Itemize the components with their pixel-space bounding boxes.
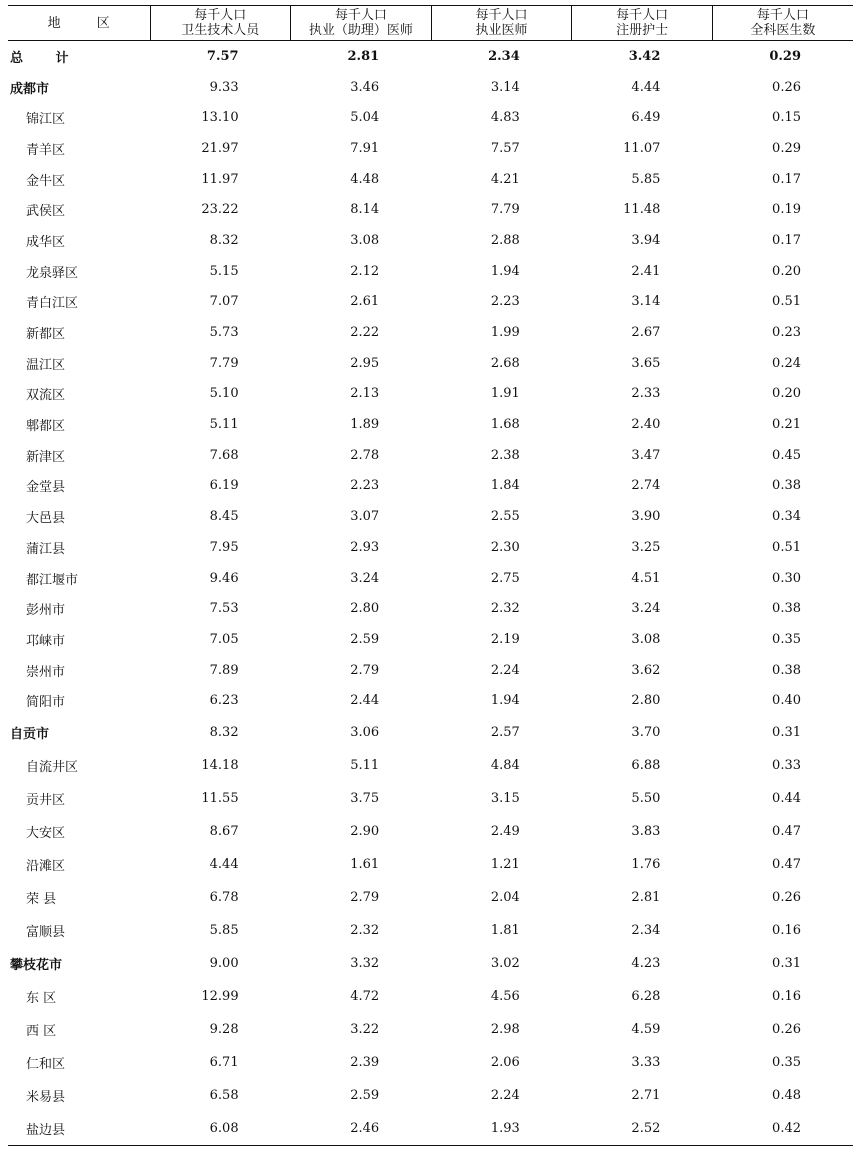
assistant-physicians-value: 2.81 bbox=[347, 48, 380, 64]
assistant-physicians-value: 2.46 bbox=[291, 1112, 432, 1146]
nurses-value: 3.94 bbox=[631, 232, 661, 248]
health-workforce-table bbox=[8, 5, 853, 1146]
health-technicians-value: 6.78 bbox=[209, 890, 239, 906]
health-technicians-value: 6.58 bbox=[209, 1087, 239, 1103]
physicians-value: 1.93 bbox=[431, 1112, 572, 1146]
assistant-physicians-value: 2.39 bbox=[350, 1054, 380, 1070]
physicians-value: 2.57 bbox=[490, 725, 520, 741]
physicians-value: 4.21 bbox=[490, 171, 520, 187]
assistant-physicians-value: 2.93 bbox=[350, 539, 380, 555]
general-practitioners-value: 0.44 bbox=[772, 791, 801, 807]
general-practitioners-value: 0.40 bbox=[772, 693, 801, 709]
physicians-value: 1.21 bbox=[490, 857, 520, 873]
assistant-physicians-value: 2.79 bbox=[350, 662, 380, 678]
general-practitioners-value: 0.20 bbox=[772, 386, 801, 402]
assistant-physicians-value: 2.79 bbox=[350, 890, 380, 906]
physicians-value: 7.57 bbox=[490, 140, 520, 156]
table-row bbox=[8, 1079, 853, 1112]
table-header bbox=[8, 6, 853, 41]
nurses-value: 2.67 bbox=[631, 325, 661, 341]
nurses-value: 3.70 bbox=[631, 725, 661, 741]
region-name: 荣 县 bbox=[26, 892, 57, 908]
nurses-value: 3.08 bbox=[631, 631, 661, 647]
nurses-value: 2.40 bbox=[631, 417, 661, 433]
table-body bbox=[8, 41, 853, 1146]
health-technicians-value: 7.89 bbox=[209, 662, 239, 678]
header-line: 每千人口 bbox=[475, 8, 528, 23]
table-row bbox=[8, 409, 853, 440]
general-practitioners-value: 0.34 bbox=[772, 509, 801, 525]
table-row bbox=[8, 1112, 853, 1146]
general-practitioners-value: 0.29 bbox=[772, 140, 801, 156]
region-name: 龙泉驿区 bbox=[26, 265, 79, 281]
assistant-physicians-value: 3.07 bbox=[350, 509, 380, 525]
health-technicians-value: 7.57 bbox=[206, 48, 239, 64]
health-technicians-value: 7.53 bbox=[209, 601, 239, 617]
general-practitioners-value: 0.20 bbox=[772, 263, 801, 279]
header-registered-nurses bbox=[572, 6, 713, 41]
general-practitioners-value: 0.38 bbox=[772, 662, 801, 678]
assistant-physicians-value: 3.24 bbox=[350, 570, 380, 586]
header-licensed-assistant-physicians bbox=[291, 6, 432, 41]
health-technicians-value: 6.19 bbox=[209, 478, 239, 494]
nurses-value: 3.90 bbox=[631, 509, 661, 525]
header-line: 注册护士 bbox=[616, 23, 669, 38]
table-row bbox=[8, 881, 853, 914]
region-name: 富顺县 bbox=[26, 925, 66, 941]
health-technicians-value: 7.95 bbox=[209, 539, 239, 555]
health-technicians-value: 6.08 bbox=[150, 1112, 291, 1146]
health-technicians-value: 14.18 bbox=[201, 758, 239, 774]
header-line: 每千人口 bbox=[194, 8, 247, 23]
table-row bbox=[8, 501, 853, 532]
nurses-value: 5.50 bbox=[631, 791, 661, 807]
header-region: 地 区 bbox=[8, 6, 150, 41]
general-practitioners-value: 0.45 bbox=[772, 447, 801, 463]
physicians-value: 2.24 bbox=[490, 662, 520, 678]
nurses-value: 3.62 bbox=[631, 662, 661, 678]
general-practitioners-value: 0.31 bbox=[772, 725, 801, 741]
assistant-physicians-value: 7.91 bbox=[350, 140, 380, 156]
general-practitioners-value: 0.21 bbox=[772, 417, 801, 433]
physicians-value: 2.34 bbox=[488, 48, 520, 64]
assistant-physicians-value: 2.13 bbox=[350, 386, 380, 402]
physicians-value: 2.23 bbox=[490, 294, 520, 310]
general-practitioners-value: 0.38 bbox=[772, 478, 801, 494]
health-technicians-value: 7.05 bbox=[209, 631, 239, 647]
health-technicians-value: 9.00 bbox=[209, 955, 239, 971]
physicians-value: 3.02 bbox=[490, 955, 520, 971]
health-technicians-value: 12.99 bbox=[201, 988, 239, 1004]
health-technicians-value: 5.10 bbox=[209, 386, 239, 402]
region-name: 西 区 bbox=[26, 1023, 57, 1039]
header-row bbox=[8, 6, 853, 41]
physicians-value: 1.81 bbox=[490, 923, 520, 939]
assistant-physicians-value: 2.44 bbox=[350, 693, 380, 709]
physicians-value: 2.55 bbox=[490, 509, 520, 525]
physicians-value: 2.38 bbox=[490, 447, 520, 463]
table-row bbox=[8, 471, 853, 502]
health-technicians-value: 5.11 bbox=[209, 417, 239, 433]
general-practitioners-value: 0.24 bbox=[772, 355, 801, 371]
region-name: 邛崃市 bbox=[26, 633, 66, 649]
city-row bbox=[8, 72, 853, 103]
general-practitioners-value: 0.16 bbox=[772, 988, 801, 1004]
health-technicians-value: 5.73 bbox=[209, 325, 239, 341]
table-row bbox=[8, 914, 853, 947]
physicians-value: 2.75 bbox=[490, 570, 520, 586]
table-row bbox=[8, 1046, 853, 1079]
health-technicians-value: 9.33 bbox=[209, 79, 239, 95]
nurses-value: 2.41 bbox=[631, 263, 661, 279]
table-row bbox=[8, 194, 853, 225]
nurses-value: 3.47 bbox=[631, 447, 661, 463]
physicians-value: 2.06 bbox=[490, 1054, 520, 1070]
general-practitioners-value: 0.42 bbox=[712, 1112, 853, 1146]
physicians-value: 1.68 bbox=[490, 417, 520, 433]
physicians-value: 2.49 bbox=[490, 824, 520, 840]
assistant-physicians-value: 2.12 bbox=[350, 263, 380, 279]
physicians-value: 2.68 bbox=[490, 355, 520, 371]
header-line: 全科医生数 bbox=[750, 23, 816, 38]
table-row bbox=[8, 624, 853, 655]
table-row bbox=[8, 256, 853, 287]
general-practitioners-value: 0.51 bbox=[772, 539, 801, 555]
table-row bbox=[8, 133, 853, 164]
nurses-value: 2.81 bbox=[631, 890, 661, 906]
health-technicians-value: 9.46 bbox=[209, 570, 239, 586]
region-name: 锦江区 bbox=[26, 112, 66, 128]
general-practitioners-value: 0.17 bbox=[772, 171, 801, 187]
nurses-value: 4.51 bbox=[631, 570, 661, 586]
region-name: 双流区 bbox=[26, 388, 66, 404]
header-health-technicians bbox=[150, 6, 291, 41]
health-technicians-value: 7.68 bbox=[209, 447, 239, 463]
assistant-physicians-value: 2.90 bbox=[350, 824, 380, 840]
general-practitioners-value: 0.26 bbox=[772, 79, 801, 95]
assistant-physicians-value: 2.59 bbox=[350, 631, 380, 647]
general-practitioners-value: 0.35 bbox=[772, 1054, 801, 1070]
nurses-value: 3.65 bbox=[631, 355, 661, 371]
nurses-value: 1.76 bbox=[631, 857, 661, 873]
health-technicians-value: 23.22 bbox=[201, 202, 239, 218]
general-practitioners-value: 0.16 bbox=[772, 923, 801, 939]
assistant-physicians-value: 2.59 bbox=[350, 1087, 380, 1103]
header-licensed-physicians bbox=[431, 6, 572, 41]
header-line: 每千人口 bbox=[756, 8, 809, 23]
table-row bbox=[8, 848, 853, 881]
assistant-physicians-value: 5.11 bbox=[350, 758, 380, 774]
region-name: 东 区 bbox=[26, 990, 57, 1006]
nurses-value: 5.85 bbox=[631, 171, 661, 187]
physicians-value: 4.56 bbox=[490, 988, 520, 1004]
health-technicians-value: 11.55 bbox=[201, 791, 239, 807]
physicians-value: 1.94 bbox=[490, 263, 520, 279]
assistant-physicians-value: 2.78 bbox=[350, 447, 380, 463]
general-practitioners-value: 0.23 bbox=[772, 325, 801, 341]
health-technicians-value: 11.97 bbox=[201, 171, 239, 187]
table-row bbox=[8, 655, 853, 686]
assistant-physicians-value: 1.89 bbox=[350, 417, 380, 433]
assistant-physicians-value: 2.32 bbox=[350, 923, 380, 939]
physicians-value: 7.79 bbox=[490, 202, 520, 218]
physicians-value: 3.14 bbox=[490, 79, 520, 95]
table-row bbox=[8, 563, 853, 594]
physicians-value: 2.24 bbox=[490, 1087, 520, 1103]
region-name: 彭州市 bbox=[26, 603, 66, 619]
assistant-physicians-value: 8.14 bbox=[350, 202, 380, 218]
health-technicians-value: 4.44 bbox=[209, 857, 239, 873]
general-practitioners-value: 0.31 bbox=[772, 955, 801, 971]
health-technicians-value: 6.71 bbox=[209, 1054, 239, 1070]
general-practitioners-value: 0.48 bbox=[772, 1087, 801, 1103]
region-name: 蒲江县 bbox=[26, 541, 66, 557]
health-technicians-value: 8.32 bbox=[209, 232, 239, 248]
assistant-physicians-value: 3.75 bbox=[350, 791, 380, 807]
nurses-value: 3.14 bbox=[631, 294, 661, 310]
assistant-physicians-value: 2.22 bbox=[350, 325, 380, 341]
nurses-value: 6.88 bbox=[631, 758, 661, 774]
assistant-physicians-value: 2.95 bbox=[350, 355, 380, 371]
header-line: 执业（助理）医师 bbox=[308, 23, 413, 38]
header-general-practitioners bbox=[712, 6, 853, 41]
region-name: 金牛区 bbox=[26, 173, 66, 189]
region-name: 米易县 bbox=[26, 1089, 66, 1105]
nurses-value: 2.52 bbox=[572, 1112, 713, 1146]
health-technicians-value: 5.15 bbox=[209, 263, 239, 279]
assistant-physicians-value: 4.72 bbox=[350, 988, 380, 1004]
assistant-physicians-value: 3.08 bbox=[350, 232, 380, 248]
table-row bbox=[8, 593, 853, 624]
general-practitioners-value: 0.26 bbox=[772, 1021, 801, 1037]
nurses-value: 11.07 bbox=[623, 140, 661, 156]
region-name: 成都市 bbox=[10, 81, 50, 97]
health-technicians-value: 8.45 bbox=[209, 509, 239, 525]
region-name: 青羊区 bbox=[26, 142, 66, 158]
nurses-value: 6.28 bbox=[631, 988, 661, 1004]
header-line: 卫生技术人员 bbox=[181, 23, 260, 38]
physicians-value: 1.94 bbox=[490, 693, 520, 709]
nurses-value: 4.23 bbox=[631, 955, 661, 971]
physicians-value: 2.19 bbox=[490, 631, 520, 647]
header-line: 每千人口 bbox=[616, 8, 669, 23]
region-name: 简阳市 bbox=[26, 695, 66, 711]
nurses-value: 3.33 bbox=[631, 1054, 661, 1070]
health-technicians-value: 9.28 bbox=[209, 1021, 239, 1037]
general-practitioners-value: 0.47 bbox=[772, 857, 801, 873]
physicians-value: 2.04 bbox=[490, 890, 520, 906]
region-name: 温江区 bbox=[26, 357, 66, 373]
header-line: 每千人口 bbox=[334, 8, 387, 23]
table-row bbox=[8, 685, 853, 716]
region-name: 金堂县 bbox=[26, 480, 66, 496]
physicians-value: 4.84 bbox=[490, 758, 520, 774]
general-practitioners-value: 0.47 bbox=[772, 824, 801, 840]
nurses-value: 2.33 bbox=[631, 386, 661, 402]
general-practitioners-value: 0.38 bbox=[772, 601, 801, 617]
table-row bbox=[8, 749, 853, 782]
health-technicians-value: 7.07 bbox=[209, 294, 239, 310]
city-row bbox=[8, 716, 853, 749]
nurses-value: 2.74 bbox=[631, 478, 661, 494]
assistant-physicians-value: 5.04 bbox=[350, 110, 380, 126]
table-row bbox=[8, 379, 853, 410]
nurses-value: 3.24 bbox=[631, 601, 661, 617]
nurses-value: 4.59 bbox=[631, 1021, 661, 1037]
region-name: 攀枝花市 bbox=[10, 957, 63, 973]
general-practitioners-value: 0.51 bbox=[772, 294, 801, 310]
statistics-table-container bbox=[8, 5, 853, 1146]
assistant-physicians-value: 3.22 bbox=[350, 1021, 380, 1037]
region-name: 大邑县 bbox=[26, 511, 66, 527]
assistant-physicians-value: 2.61 bbox=[350, 294, 380, 310]
assistant-physicians-value: 4.48 bbox=[350, 171, 380, 187]
physicians-value: 2.88 bbox=[490, 232, 520, 248]
nurses-value: 2.80 bbox=[631, 693, 661, 709]
nurses-value: 6.49 bbox=[631, 110, 661, 126]
assistant-physicians-value: 2.80 bbox=[350, 601, 380, 617]
table-row bbox=[8, 440, 853, 471]
physicians-value: 2.30 bbox=[490, 539, 520, 555]
general-practitioners-value: 0.33 bbox=[772, 758, 801, 774]
table-row bbox=[8, 164, 853, 195]
health-technicians-value: 5.85 bbox=[209, 923, 239, 939]
general-practitioners-value: 0.26 bbox=[772, 890, 801, 906]
health-technicians-value: 8.32 bbox=[209, 725, 239, 741]
region-name: 崇州市 bbox=[26, 664, 66, 680]
region-name: 新都区 bbox=[26, 327, 66, 343]
nurses-value: 3.25 bbox=[631, 539, 661, 555]
total-row bbox=[8, 41, 853, 72]
table-row bbox=[8, 317, 853, 348]
nurses-value: 11.48 bbox=[623, 202, 661, 218]
health-technicians-value: 13.10 bbox=[201, 110, 239, 126]
region-name: 贡井区 bbox=[26, 793, 66, 809]
table-row bbox=[8, 225, 853, 256]
table-row bbox=[8, 980, 853, 1013]
health-technicians-value: 8.67 bbox=[209, 824, 239, 840]
health-technicians-value: 7.79 bbox=[209, 355, 239, 371]
general-practitioners-value: 0.17 bbox=[772, 232, 801, 248]
region-name: 自贡市 bbox=[10, 727, 50, 743]
nurses-value: 4.44 bbox=[631, 79, 661, 95]
general-practitioners-value: 0.35 bbox=[772, 631, 801, 647]
general-practitioners-value: 0.19 bbox=[772, 202, 801, 218]
region-name: 都江堰市 bbox=[26, 572, 79, 588]
table-row bbox=[8, 348, 853, 379]
physicians-value: 2.98 bbox=[490, 1021, 520, 1037]
physicians-value: 3.15 bbox=[490, 791, 520, 807]
table-row bbox=[8, 782, 853, 815]
physicians-value: 4.83 bbox=[490, 110, 520, 126]
table-row bbox=[8, 102, 853, 133]
general-practitioners-value: 0.15 bbox=[772, 110, 801, 126]
health-technicians-value: 6.23 bbox=[209, 693, 239, 709]
table-row bbox=[8, 532, 853, 563]
nurses-value: 3.83 bbox=[631, 824, 661, 840]
region-name: 新津区 bbox=[26, 449, 66, 465]
region-name: 郫都区 bbox=[26, 419, 66, 435]
region-name: 总 计 bbox=[10, 50, 83, 66]
region-name: 成华区 bbox=[26, 234, 66, 250]
nurses-value: 2.71 bbox=[631, 1087, 661, 1103]
assistant-physicians-value: 2.23 bbox=[350, 478, 380, 494]
region-name: 沿滩区 bbox=[26, 859, 66, 875]
physicians-value: 1.91 bbox=[490, 386, 520, 402]
table-row bbox=[8, 287, 853, 318]
assistant-physicians-value: 3.32 bbox=[350, 955, 380, 971]
general-practitioners-value: 0.30 bbox=[772, 570, 801, 586]
assistant-physicians-value: 3.46 bbox=[350, 79, 380, 95]
general-practitioners-value: 0.29 bbox=[769, 48, 801, 64]
assistant-physicians-value: 1.61 bbox=[350, 857, 380, 873]
region-name: 青白江区 bbox=[26, 296, 79, 312]
health-technicians-value: 21.97 bbox=[201, 140, 239, 156]
nurses-value: 3.42 bbox=[628, 48, 661, 64]
city-row bbox=[8, 947, 853, 980]
table-row bbox=[8, 815, 853, 848]
assistant-physicians-value: 3.06 bbox=[350, 725, 380, 741]
physicians-value: 2.32 bbox=[490, 601, 520, 617]
physicians-value: 1.99 bbox=[490, 325, 520, 341]
physicians-value: 1.84 bbox=[490, 478, 520, 494]
header-line: 执业医师 bbox=[475, 23, 528, 38]
region-name: 大安区 bbox=[26, 826, 66, 842]
region-name: 仁和区 bbox=[26, 1056, 66, 1072]
region-name: 武侯区 bbox=[26, 204, 66, 220]
nurses-value: 2.34 bbox=[631, 923, 661, 939]
table-row bbox=[8, 1013, 853, 1046]
region-name: 自流井区 bbox=[26, 760, 79, 776]
region-name: 盐边县 bbox=[8, 1112, 150, 1146]
